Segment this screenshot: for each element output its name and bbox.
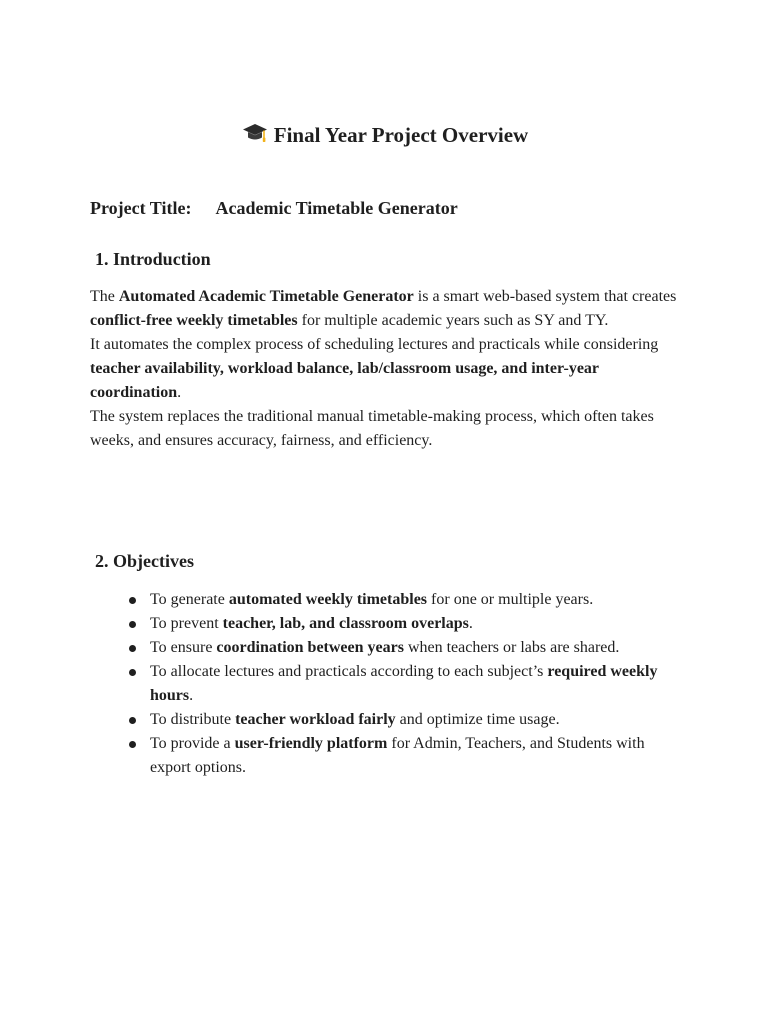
text-run: To provide a <box>150 735 235 752</box>
text-run: when teachers or labs are shared. <box>403 639 620 656</box>
text-run: for Admin, Teachers, and Students with export options. <box>150 735 645 776</box>
text-run: The <box>90 288 119 305</box>
bullet-icon <box>129 669 136 676</box>
bullet-icon <box>129 741 136 748</box>
bold-run: Automated Academic Timetable Generator <box>118 288 414 305</box>
bold-run: teacher workload fairly <box>235 711 396 728</box>
introduction-paragraph-3: The system replaces the traditional manual timetable-making process, which often takes weeks, and ensures accuracy, fairness, and efficiency. <box>90 408 654 449</box>
bold-run: automated weekly timetables <box>228 591 428 608</box>
bullet-icon <box>129 621 136 628</box>
bold-run: coordination between years <box>216 639 404 656</box>
objectives-list <box>90 588 680 780</box>
text-run: for multiple academic years such as SY and TY. <box>297 312 609 329</box>
list-item <box>90 612 680 636</box>
text-run: . <box>468 615 473 632</box>
text-run: . <box>189 687 194 704</box>
project-title-value: Academic Timetable Generator <box>215 198 458 218</box>
bullet-icon <box>129 645 136 652</box>
introduction-paragraph-2 <box>90 333 680 405</box>
objectives-heading: 2. Objectives <box>95 551 194 571</box>
text-run: It automates the complex process of scheduling lectures and practicals while considering <box>90 336 659 353</box>
list-item <box>90 732 680 780</box>
text-run: and optimize time usage. <box>395 711 560 728</box>
document-title-text: Final Year Project Overview <box>273 123 529 147</box>
text-run: To distribute <box>150 711 236 728</box>
document-title <box>90 118 680 152</box>
bold-run: teacher, lab, and classroom overlaps <box>222 615 469 632</box>
text-run: To prevent <box>150 615 223 632</box>
text-run: is a smart web-based system that creates <box>413 288 677 305</box>
list-item <box>90 588 680 612</box>
text-run: To ensure <box>150 639 217 656</box>
bold-run: user-friendly platform <box>234 735 388 752</box>
introduction-paragraph-1 <box>90 285 680 333</box>
project-title-line <box>90 195 458 221</box>
bold-run: conflict-free weekly timetables <box>90 312 298 329</box>
bullet-icon <box>129 597 136 604</box>
bold-run: required weekly hours <box>150 663 658 704</box>
introduction-heading: 1. Introduction <box>95 249 211 269</box>
list-item <box>90 708 680 732</box>
list-item <box>90 636 680 660</box>
text-run: for one or multiple years. <box>427 591 594 608</box>
bullet-icon <box>129 717 136 724</box>
list-item <box>90 660 680 708</box>
text-run: To generate <box>150 591 229 608</box>
text-run: . <box>177 384 182 401</box>
graduation-cap-icon <box>242 120 268 146</box>
text-run: To allocate lectures and practicals according to each subject’s <box>150 663 548 680</box>
project-title-label: Project Title: <box>90 198 192 218</box>
bold-run: teacher availability, workload balance, lab/classroom usage, and inter-year coordination <box>90 360 599 401</box>
introduction-body <box>90 285 680 453</box>
